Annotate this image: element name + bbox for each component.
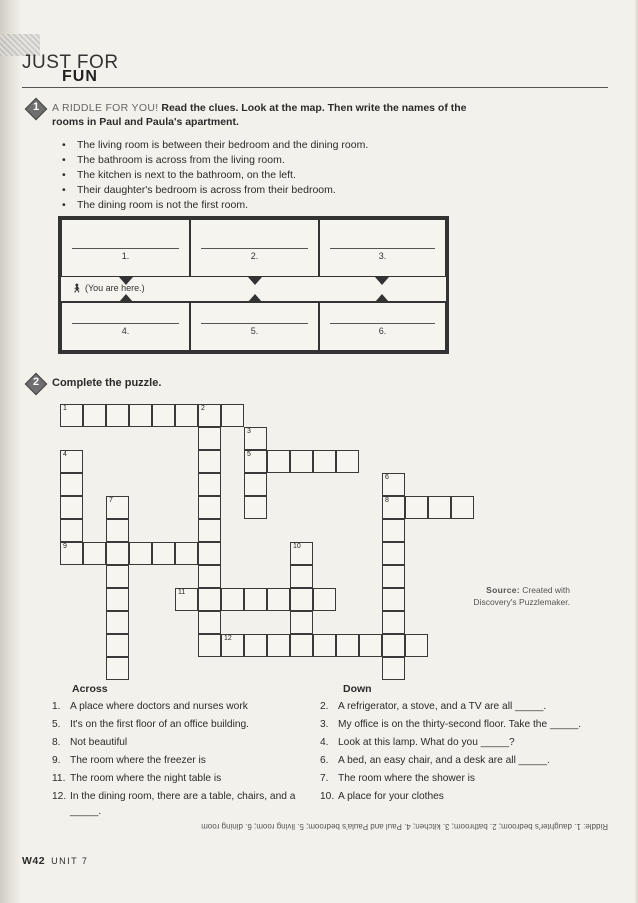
- crossword-cell[interactable]: [382, 588, 405, 611]
- crossword-cell[interactable]: [405, 496, 428, 519]
- crossword-cell[interactable]: [106, 588, 129, 611]
- crossword-clue-number: 11: [178, 589, 186, 596]
- crossword-cell[interactable]: [336, 450, 359, 473]
- down-clue: 6. A bed, an easy chair, and a desk are all _____.: [320, 755, 550, 766]
- crossword-cell[interactable]: [106, 611, 129, 634]
- crossword-cell[interactable]: [382, 473, 405, 496]
- across-clue: 5. It's on the first floor of an office building.: [52, 719, 250, 730]
- crossword-cell[interactable]: [106, 496, 129, 519]
- crossword-cell[interactable]: [244, 588, 267, 611]
- crossword-clue-number: 8: [385, 497, 389, 504]
- crossword-cell[interactable]: [382, 519, 405, 542]
- crossword-cell[interactable]: [290, 450, 313, 473]
- header-rule: [22, 87, 608, 88]
- crossword-cell[interactable]: [152, 404, 175, 427]
- down-clue: 3. My office is on the thirty-second floor. Take the _____.: [320, 719, 582, 730]
- crossword-cell[interactable]: [106, 634, 129, 657]
- crossword-clue-number: 1: [63, 405, 67, 412]
- across-clue: 1. A place where doctors and nurses work: [52, 701, 248, 712]
- you-are-here-label: 🚶︎ (You are here.): [71, 283, 145, 293]
- crossword-clue-number: 7: [109, 497, 113, 504]
- room-2: [190, 219, 319, 277]
- crossword-cell[interactable]: [83, 542, 106, 565]
- crossword-cell[interactable]: [198, 519, 221, 542]
- page-edge: [634, 0, 638, 903]
- room-1-answer-line[interactable]: [72, 248, 179, 249]
- crossword-clue-number: 3: [247, 428, 251, 435]
- crossword-cell[interactable]: [198, 634, 221, 657]
- clue-item: • The dining room is not the first room.: [62, 198, 368, 213]
- room-5: [190, 302, 319, 351]
- door-5: [248, 294, 262, 302]
- crossword-cell[interactable]: [60, 473, 83, 496]
- crossword-cell[interactable]: [60, 404, 83, 427]
- room-6-answer-line[interactable]: [330, 323, 435, 324]
- room-4-number: 4.: [121, 326, 130, 336]
- room-6-number: 6.: [378, 326, 387, 336]
- crossword-cell[interactable]: [106, 542, 129, 565]
- crossword-cell[interactable]: [290, 588, 313, 611]
- crossword-cell[interactable]: [290, 565, 313, 588]
- crossword-cell[interactable]: [106, 565, 129, 588]
- crossword-cell[interactable]: [313, 634, 336, 657]
- crossword-cell[interactable]: [198, 496, 221, 519]
- crossword-cell[interactable]: [359, 634, 382, 657]
- down-clue: 10. A place for your clothes: [320, 791, 444, 802]
- crossword-clue-number: 2: [201, 405, 205, 412]
- crossword-cell[interactable]: [198, 565, 221, 588]
- crossword-cell[interactable]: [129, 404, 152, 427]
- down-clue: 2. A refrigerator, a stove, and a TV are all _____.: [320, 701, 547, 712]
- crossword-cell[interactable]: [221, 588, 244, 611]
- crossword-cell[interactable]: [313, 450, 336, 473]
- upside-down-answer-key: Riddle: 1. daughter's bedroom; 2. bathroom; 3. kitchen; 4. Paul and Paula's bedroom; 5. living room; 6. dining room: [201, 822, 608, 831]
- crossword-cell[interactable]: [244, 450, 267, 473]
- riddle-clues: [62, 138, 368, 213]
- person-icon: 🚶︎: [71, 283, 83, 293]
- crossword-cell[interactable]: [336, 634, 359, 657]
- crossword-cell[interactable]: [152, 542, 175, 565]
- activity-2-instructions: Complete the puzzle.: [52, 377, 162, 389]
- crossword-cell[interactable]: [451, 496, 474, 519]
- crossword-cell[interactable]: [221, 634, 244, 657]
- room-4-answer-line[interactable]: [72, 323, 179, 324]
- across-clue: 11. The room where the night table is: [52, 773, 222, 784]
- down-clues: [320, 699, 582, 807]
- across-clue: 8. Not beautiful: [52, 737, 128, 748]
- down-heading: Down: [343, 683, 372, 695]
- crossword-clue-number: 9: [63, 543, 67, 550]
- activity-1-instructions: [52, 101, 472, 129]
- activity-2-badge: 2: [26, 374, 46, 394]
- riddle-lead: A RIDDLE FOR YOU!: [52, 102, 159, 114]
- crossword-cell[interactable]: [382, 634, 405, 657]
- crossword-cell[interactable]: [290, 542, 313, 565]
- crossword-cell[interactable]: [198, 427, 221, 450]
- crossword-cell[interactable]: [290, 611, 313, 634]
- across-clue: 12. In the dining room, there are a table, chairs, and a _____.: [52, 791, 296, 817]
- crossword-cell[interactable]: [175, 588, 198, 611]
- crossword-cell[interactable]: [60, 542, 83, 565]
- crossword-cell[interactable]: [175, 404, 198, 427]
- room-3-answer-line[interactable]: [330, 248, 435, 249]
- crossword-cell[interactable]: [313, 588, 336, 611]
- room-5-number: 5.: [250, 326, 259, 336]
- crossword-cell[interactable]: [198, 611, 221, 634]
- activity-1-directions: Read the clues. Look at the map. Then write the names of the rooms in Paul and Paula's apartment.: [52, 102, 467, 128]
- crossword-cell[interactable]: [382, 565, 405, 588]
- crossword-cell[interactable]: [244, 634, 267, 657]
- crossword-cell[interactable]: [129, 542, 152, 565]
- crossword-cell[interactable]: [382, 542, 405, 565]
- crossword-cell[interactable]: [221, 404, 244, 427]
- clue-item: • The bathroom is across from the living room.: [62, 153, 368, 168]
- crossword-cell[interactable]: [267, 450, 290, 473]
- activity-1-badge: 1: [26, 99, 46, 119]
- clue-item: • The living room is between their bedroom and the dining room.: [62, 138, 368, 153]
- clue-item: • The kitchen is next to the bathroom, on the left.: [62, 168, 368, 183]
- crossword-cell[interactable]: [382, 657, 405, 680]
- crossword-cell[interactable]: [382, 611, 405, 634]
- crossword-cell[interactable]: [267, 634, 290, 657]
- page-binding-shadow: [0, 0, 22, 903]
- crossword-cell[interactable]: [60, 519, 83, 542]
- crossword-clue-number: 10: [293, 543, 301, 550]
- section-title: JUST FOR: [22, 52, 119, 73]
- puzzle-source: Source: Created with Discovery's Puzzlemaker.: [473, 585, 570, 607]
- room-2-number: 2.: [250, 251, 259, 261]
- crossword-cell[interactable]: [244, 427, 267, 450]
- crossword-cell[interactable]: [405, 634, 428, 657]
- door-6: [375, 294, 389, 302]
- crossword-cell[interactable]: [60, 450, 83, 473]
- apartment-map: [58, 216, 449, 354]
- crossword-clue-number: 12: [224, 635, 232, 642]
- crossword-cell[interactable]: [198, 473, 221, 496]
- crossword-cell[interactable]: [106, 519, 129, 542]
- room-6: [319, 302, 446, 351]
- crossword-clue-number: 5: [247, 451, 251, 458]
- page-footer: [22, 855, 88, 867]
- crossword-cell[interactable]: [198, 404, 221, 427]
- crossword-cell[interactable]: [60, 496, 83, 519]
- door-4: [119, 294, 133, 302]
- room-1: [61, 219, 190, 277]
- crossword-clue-number: 4: [63, 451, 67, 458]
- clue-item: • Their daughter's bedroom is across from their bedroom.: [62, 183, 368, 198]
- crossword-cell[interactable]: [382, 496, 405, 519]
- crossword-cell[interactable]: [428, 496, 451, 519]
- crossword-cell[interactable]: [83, 404, 106, 427]
- crossword-cell[interactable]: [244, 496, 267, 519]
- room-3: [319, 219, 446, 277]
- crossword-clue-number: 6: [385, 474, 389, 481]
- crossword-cell[interactable]: [267, 588, 290, 611]
- crossword-cell[interactable]: [290, 634, 313, 657]
- door-2: [248, 277, 262, 285]
- room-5-answer-line[interactable]: [201, 323, 308, 324]
- across-clue: 9. The room where the freezer is: [52, 755, 206, 766]
- section-title-fun: FUN: [62, 68, 98, 85]
- crossword-cell[interactable]: [106, 404, 129, 427]
- down-clue: 4. Look at this lamp. What do you _____?: [320, 737, 515, 748]
- unit-label: UNIT 7: [51, 856, 89, 866]
- room-3-number: 3.: [378, 251, 387, 261]
- page-number: W42: [22, 855, 46, 867]
- room-1-number: 1.: [121, 251, 130, 261]
- room-4: [61, 302, 190, 351]
- crossword-cell[interactable]: [198, 588, 221, 611]
- across-heading: Across: [72, 683, 108, 695]
- crossword-cell[interactable]: [198, 450, 221, 473]
- room-2-answer-line[interactable]: [201, 248, 308, 249]
- crossword-cell[interactable]: [198, 542, 221, 565]
- door-3: [375, 277, 389, 285]
- across-clues: [52, 699, 302, 822]
- crossword-cell[interactable]: [175, 542, 198, 565]
- crossword-cell[interactable]: [106, 657, 129, 680]
- crossword-cell[interactable]: [244, 473, 267, 496]
- down-clue: 7. The room where the shower is: [320, 773, 476, 784]
